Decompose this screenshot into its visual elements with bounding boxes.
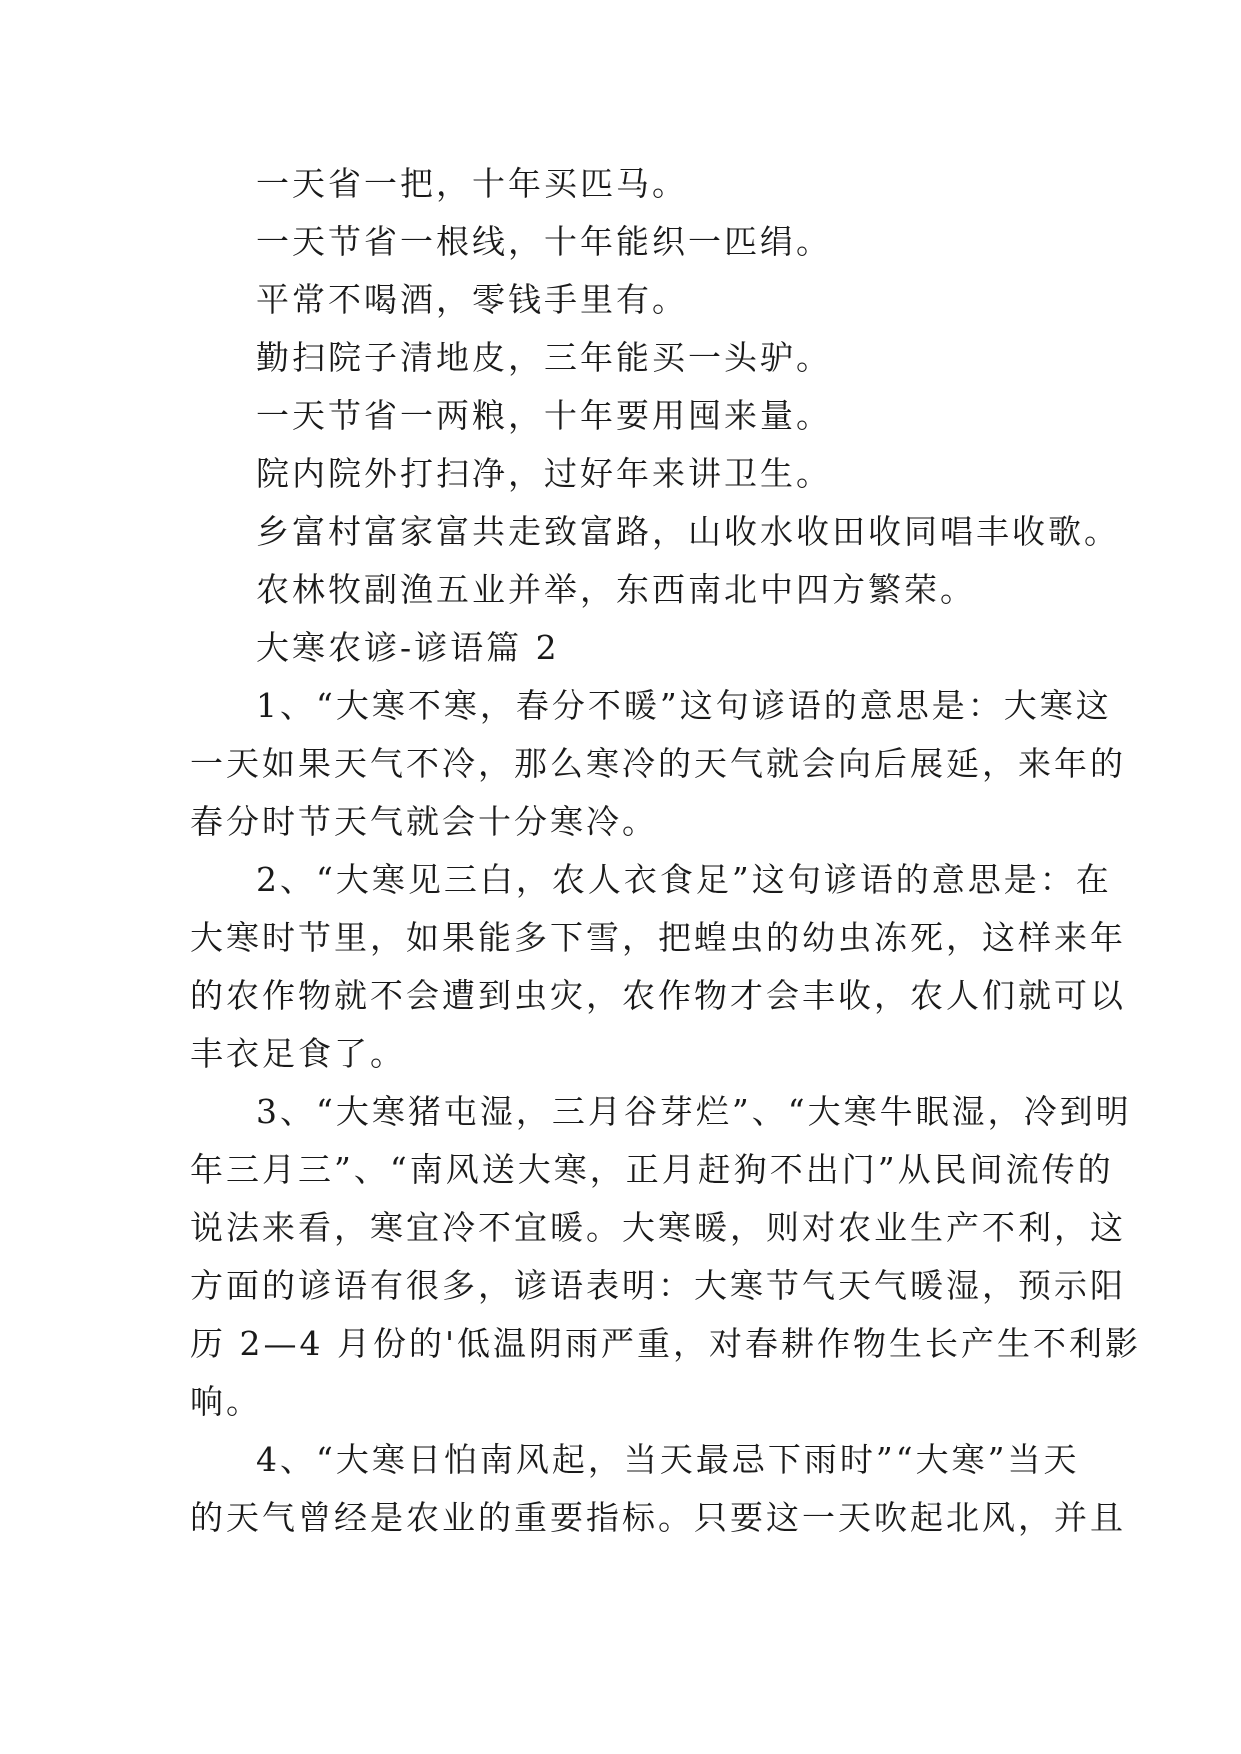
paragraph-line: 说法来看，寒宜冷不宜暖。大寒暖，则对农业生产不利，这 xyxy=(190,1208,1126,1247)
paragraph-line: 历 2—4 月份的'低温阴雨严重，对春耕作物生长产生不利影 xyxy=(190,1324,1142,1363)
paragraph-line: 4、“大寒日怕南风起，当天最忌下雨时”“大寒”当天 xyxy=(256,1440,1080,1479)
proverb-line: 农林牧副渔五业并举，东西南北中四方繁荣。 xyxy=(256,570,976,609)
paragraph-line: 一天如果天气不冷，那么寒冷的天气就会向后展延，来年的 xyxy=(190,744,1126,783)
proverb-line: 平常不喝酒，零钱手里有。 xyxy=(256,280,688,319)
paragraph-line: 方面的谚语有很多，谚语表明：大寒节气天气暖湿，预示阳 xyxy=(190,1266,1126,1305)
proverb-line: 院内院外打扫净，过好年来讲卫生。 xyxy=(256,454,832,493)
paragraph-line: 响。 xyxy=(190,1382,262,1421)
paragraph-line: 2、“大寒见三白，农人衣食足”这句谚语的意思是：在 xyxy=(256,860,1112,899)
paragraph-line: 1、“大寒不寒，春分不暖”这句谚语的意思是：大寒这 xyxy=(256,686,1112,725)
paragraph-line: 3、“大寒猪屯湿，三月谷芽烂”、“大寒牛眠湿，冷到明 xyxy=(256,1092,1132,1131)
paragraph-line: 的农作物就不会遭到虫灾，农作物才会丰收，农人们就可以 xyxy=(190,976,1126,1015)
proverb-line: 勤扫院子清地皮，三年能买一头驴。 xyxy=(256,338,832,377)
proverb-line: 一天节省一两粮，十年要用囤来量。 xyxy=(256,396,832,435)
section-heading: 大寒农谚-谚语篇 2 xyxy=(256,628,560,667)
paragraph-line: 丰衣足食了。 xyxy=(190,1034,406,1073)
proverb-line: 一天节省一根线，十年能织一匹绢。 xyxy=(256,222,832,261)
paragraph-line: 的天气曾经是农业的重要指标。只要这一天吹起北风，并且 xyxy=(190,1498,1126,1537)
proverb-line: 乡富村富家富共走致富路，山收水收田收同唱丰收歌。 xyxy=(256,512,1120,551)
proverb-line: 一天省一把，十年买匹马。 xyxy=(256,164,688,203)
paragraph-line: 春分时节天气就会十分寒冷。 xyxy=(190,802,658,841)
paragraph-line: 大寒时节里，如果能多下雪，把蝗虫的幼虫冻死，这样来年 xyxy=(190,918,1126,957)
paragraph-line: 年三月三”、“南风送大寒，正月赶狗不出门”从民间流传的 xyxy=(190,1150,1114,1189)
